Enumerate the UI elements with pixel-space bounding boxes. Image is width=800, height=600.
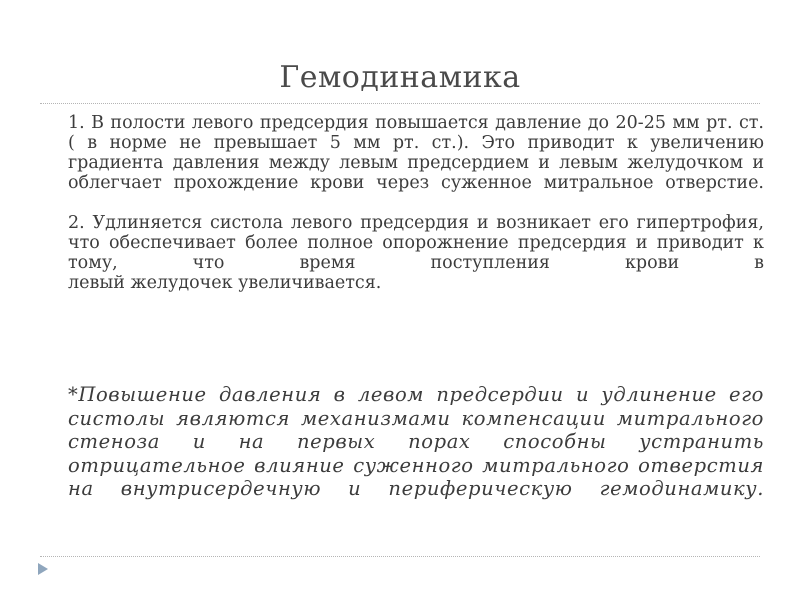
slide-title: Гемодинамика <box>279 60 521 95</box>
paragraph-1: 1. В полости левого предсердия повышается давление до 20-25 мм рт. ст. ( в норме не превышает 5 мм рт. ст.). Это приводит к увеличению градиента давления между левым предсердием и левым желудочком и облегчает прохождение крови через суженное митральное отверстие. <box>68 113 764 193</box>
paragraph-gap <box>68 193 764 213</box>
compensation-note: *Повышение давления в левом предсердии и удлинение его систолы являются механизмами компенсации митрального стеноза и на первых порах способны устранить отрицательное влияние суженного митрального отверстия на внутрисердечную и периферическую гемодинамику. <box>68 383 764 500</box>
paragraph-2 <box>68 213 764 293</box>
paragraph-2-last-line: левый желудочек увеличивается. <box>68 273 382 293</box>
paragraph-2-text: 2. Удлиняется систола левого предсердия и возникает его гипертрофия, что обеспечивает более полное опорожнение предсердия и приводит к тому, что время поступления крови в <box>68 213 764 273</box>
slide-body <box>68 113 764 293</box>
title-divider <box>40 103 760 104</box>
bottom-divider <box>40 556 760 557</box>
triangle-right-icon <box>38 563 48 575</box>
